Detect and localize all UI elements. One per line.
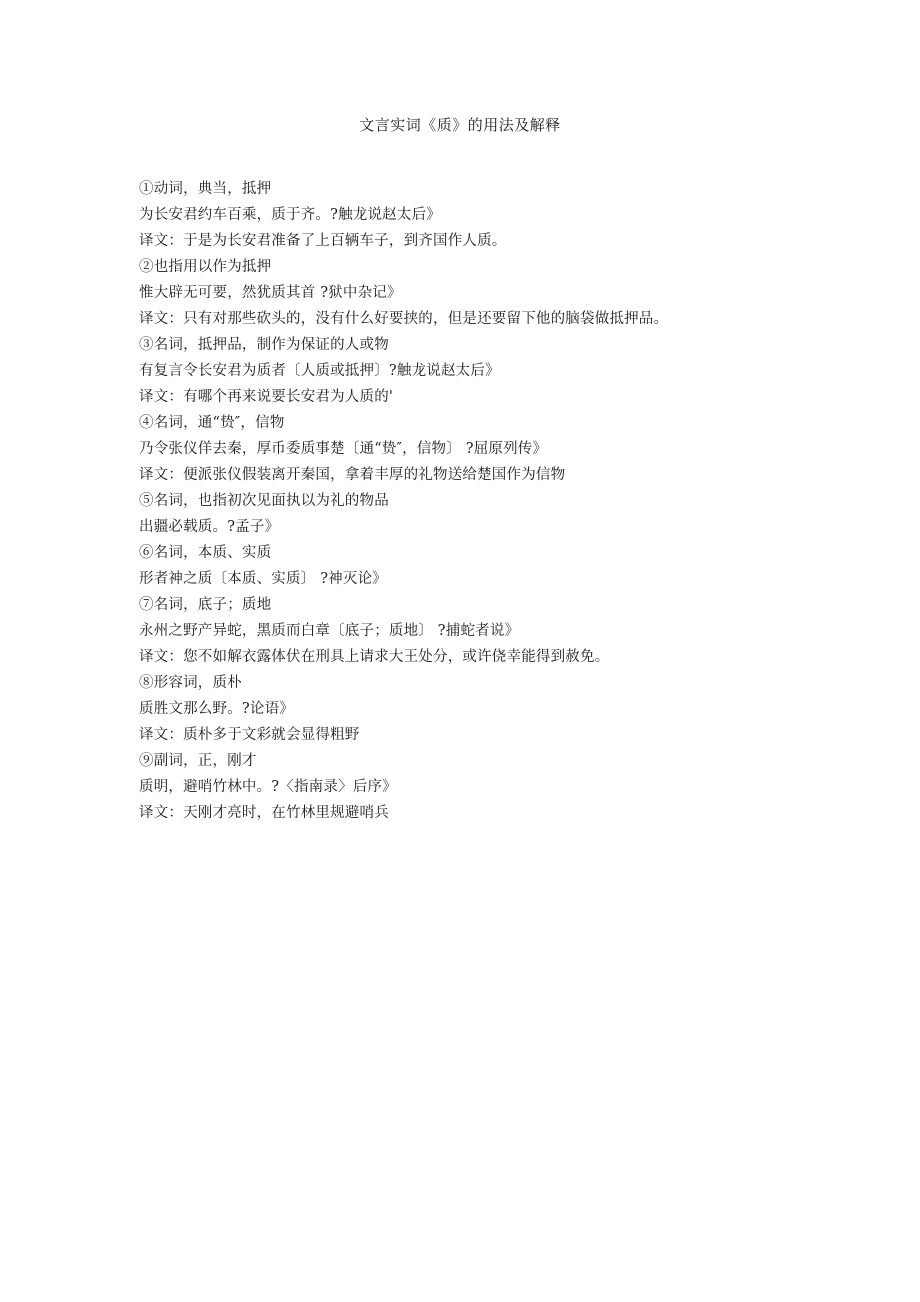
text-line: 译文：质朴多于文彩就会显得粗野 xyxy=(139,727,360,743)
text-line: 质胜文那么野。?论语》 xyxy=(139,701,294,717)
text-line: 有复言令长安君为质者〔人质或抵押〕?触龙说赵太后》 xyxy=(139,363,500,379)
text-line: 译文：只有对那些砍头的，没有什么好要挟的，但是还要留下他的脑袋做抵押品。 xyxy=(139,311,669,327)
text-line: 永州之野产异蛇，黑质而白章〔底子；质地〕 ?捕蛇者说》 xyxy=(139,623,520,639)
text-line: ⑧形容词，质朴 xyxy=(139,675,242,691)
text-line: 为长安君约车百乘，质于齐。?触龙说赵太后》 xyxy=(139,207,441,223)
text-line: ⑤名词，也指初次见面执以为礼的物品 xyxy=(139,493,389,509)
text-line: ③名词，抵押品，制作为保证的人或物 xyxy=(139,337,389,353)
text-line: ②也指用以作为抵押 xyxy=(139,259,272,275)
document-body xyxy=(139,176,839,826)
text-line: ④名词，通“贽″，信物 xyxy=(139,415,285,431)
text-line: 出疆必载质。?孟子》 xyxy=(139,519,280,535)
text-line: ⑥名词，本质、实质 xyxy=(139,545,272,561)
text-line: ①动词，典当，抵押 xyxy=(139,181,272,197)
text-line: 惟大辟无可要，然犹质其首 ?狱中杂记》 xyxy=(139,285,402,301)
text-line: 译文：于是为长安君准备了上百辆车子，到齐国作人质。 xyxy=(139,233,507,249)
text-line: 形者神之质〔本质、实质〕 ?神灭论》 xyxy=(139,571,387,587)
text-line: 译文：您不如解衣露体伏在刑具上请求大王处分，或许侥幸能得到赦免。 xyxy=(139,649,610,665)
text-line: 译文：便派张仪假装离开秦国，拿着丰厚的礼物送给楚国作为信物 xyxy=(139,467,566,483)
text-line: 质明，避哨竹林中。?〈指南录〉后序》 xyxy=(139,779,397,795)
text-line: ⑨副词，正，刚才 xyxy=(139,753,257,769)
text-line: ⑦名词，底子；质地 xyxy=(139,597,272,613)
text-line: 乃令张仪佯去秦，厚币委质事楚〔通“贽″，信物〕 ?屈原列传》 xyxy=(139,441,548,457)
document-title: 文言实词《质》的用法及解释 xyxy=(359,116,561,134)
text-line: 译文：有哪个再来说要长安君为人质的' xyxy=(139,389,394,405)
text-line: 译文：天刚才亮时，在竹林里规避哨兵 xyxy=(139,805,389,821)
